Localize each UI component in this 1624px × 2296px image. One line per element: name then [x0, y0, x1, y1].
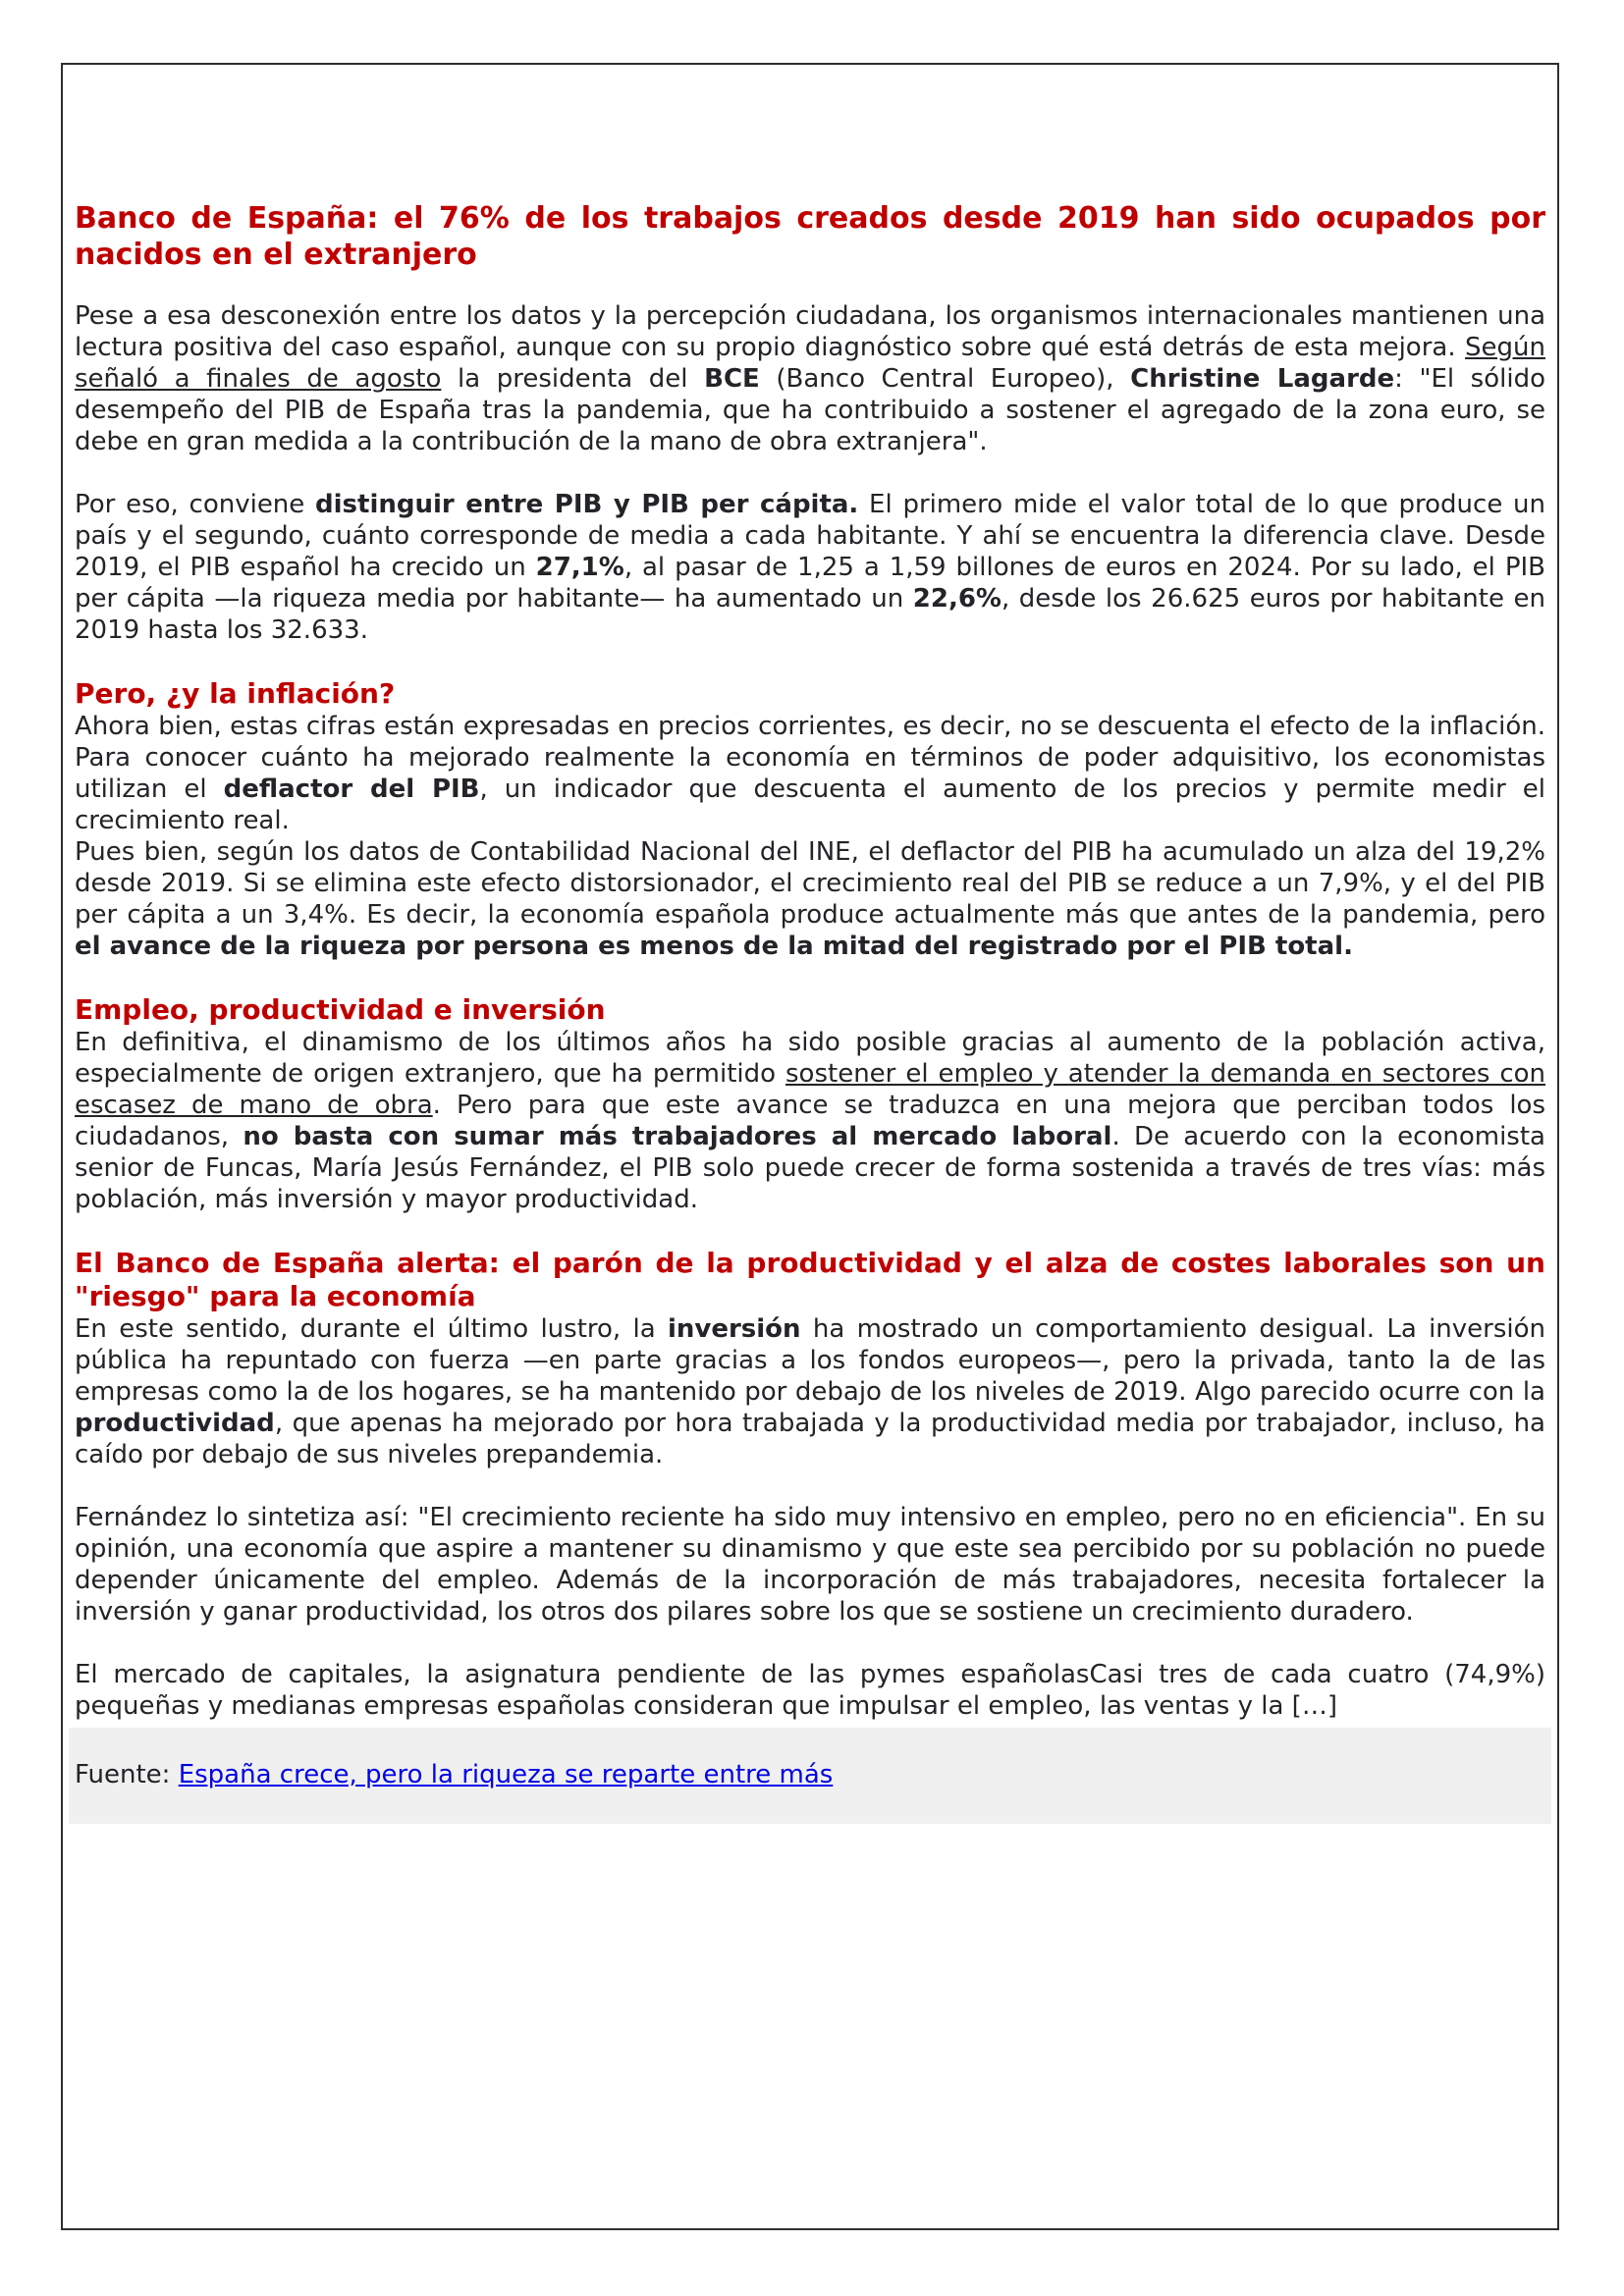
section-heading-empleo: Empleo, productividad e inversión: [75, 993, 606, 1026]
source-label: Fuente:: [75, 1760, 179, 1789]
bold-text-no-basta: no basta con sumar más trabajadores al mercado laboral: [243, 1122, 1112, 1151]
bold-text-226: 22,6%: [912, 584, 1001, 614]
body-text: ha mostrado un comportamiento desigual. La inversión pública ha repuntado con fuerza —en parte gracias a los fondos europeos—, pero la privada, tanto la de las empresas como la de los hogares, se ha mantenido por debajo de los niveles de 2019. Algo parecido ocurre con la: [75, 1314, 1546, 1407]
body-text: Por eso, conviene: [75, 490, 316, 519]
body-text: : "El sólido desempeño del PIB de España tras la pandemia, que ha contribuido a sostener el agregado de la zona euro, se debe en gran medida a la contribución de la mano de obra extranjera".: [75, 364, 1545, 456]
bold-text-271: 27,1%: [535, 553, 624, 582]
bold-text-avance-riqueza: el avance de la riqueza por persona es menos de la mitad del registrado por el PIB total.: [75, 932, 1353, 961]
body-text: , un indicador que descuenta el aumento de los precios y permite medir el crecimiento real.: [75, 774, 1545, 835]
body-text: Ahora bien, estas cifras están expresadas en precios corrientes, es decir, no se descuenta el efecto de la inflación. Para conocer cuánto ha mejorado realmente la economía en términos de poder adquisitivo, los economistas utilizan el: [75, 712, 1545, 804]
article-body: [63, 65, 1557, 1824]
paragraph-pues: [75, 836, 1545, 962]
paragraph-ahora: [75, 711, 1545, 836]
bold-text-deflactor: deflactor del PIB: [223, 774, 480, 804]
paragraph-fernandez: Fernández lo sintetiza así: "El crecimiento reciente ha sido muy intensivo en empleo, pero no en eficiencia". En su opinión, una economía que aspire a mantener su dinamismo y que este sea percibido por su población no puede depender únicamente del empleo. Además de la incorporación de más trabajadores, necesita fortalecer la inversión y ganar productividad, los otros dos pilares sobre los que se sostiene un crecimiento duradero.: [75, 1503, 1545, 1627]
body-text: (Banco Central Europeo),: [759, 364, 1131, 394]
bold-text-distinguir: distinguir entre PIB y PIB per cápita.: [315, 490, 859, 519]
paragraph-pese: [75, 300, 1545, 457]
body-text: Pues bien, según los datos de Contabilidad Nacional del INE, el deflactor del PIB ha acumulado un alza del 19,2% desde 2019. Si se elimina este efecto distorsionador, el crecimiento real del PIB se reduce a un 7,9%, y el del PIB per cápita a un 3,4%. Es decir, la economía española produce actualmente más que antes de la pandemia, pero: [75, 837, 1545, 930]
paragraph-pib: [75, 489, 1545, 646]
body-text: la presidenta del: [441, 364, 705, 394]
body-text: Pese a esa desconexión entre los datos y la percepción ciudadana, los organismos internacionales mantienen una lectura positiva del caso español, aunque con su propio diagnóstico sobre qué está detrás de esta mejora.: [75, 301, 1545, 362]
source-highlight-box: [69, 1728, 1551, 1824]
bold-text-productividad: productividad: [75, 1409, 275, 1438]
article-headline: Banco de España: el 76% de los trabajos creados desde 2019 han sido ocupados por nacidos en el extranjero: [75, 201, 1545, 272]
bold-text-inversion: inversión: [667, 1314, 801, 1344]
section-heading-alerta: El Banco de España alerta: el parón de la productividad y el alza de costes laborales son un "riesgo" para la economía: [75, 1247, 1545, 1312]
body-text: , desde los 26.625 euros por habitante en 2019 hasta los 32.633.: [75, 584, 1545, 645]
link-sostener-empleo[interactable]: sostener el empleo y atender la demanda en sectores con escasez de mano de obra: [75, 1059, 1546, 1120]
bold-text-lagarde: Christine Lagarde: [1130, 364, 1395, 394]
document-page-frame: [61, 63, 1559, 2230]
body-text: El primero mide el valor total de lo que produce un país y el segundo, cuánto corresponde de media a cada habitante. Y ahí se encuentra la diferencia clave. Desde 2019, el PIB español ha crecido un: [75, 490, 1546, 582]
bold-text-bce: BCE: [704, 364, 760, 394]
body-text: , al pasar de 1,25 a 1,59 billones de euros en 2024. Por su lado, el PIB per cápita —la riqueza media por habitante— ha aumentado un: [75, 553, 1546, 614]
body-text: , que apenas ha mejorado por hora trabajada y la productividad media por trabajador, incluso, ha caído por debajo de sus niveles prepandemia.: [75, 1409, 1545, 1469]
section-heading-inflacion: Pero, ¿y la inflación?: [75, 677, 396, 710]
paragraph-sentido: [75, 1313, 1545, 1470]
body-text: En este sentido, durante el último lustro, la: [75, 1314, 668, 1344]
body-text: . Pero para que este avance se traduzca en una mejora que perciban todos los ciudadanos,: [75, 1091, 1545, 1151]
body-text: . De acuerdo con la economista senior de Funcas, María Jesús Fernández, el PIB solo puede crecer de forma sostenida a través de tres vías: más población, más inversión y mayor productividad.: [75, 1122, 1545, 1214]
source-link[interactable]: España crece, pero la riqueza se reparte entre más: [178, 1760, 834, 1789]
paragraph-definitiva: [75, 1027, 1545, 1215]
paragraph-mercado-capitales: El mercado de capitales, la asignatura pendiente de las pymes españolasCasi tres de cada cuatro (74,9%) pequeñas y medianas empresas españolas consideran que impulsar el empleo, las ventas y la […]: [75, 1660, 1545, 1721]
link-segun-senalo-agosto[interactable]: Según señaló a finales de agosto: [75, 333, 1545, 394]
body-text: En definitiva, el dinamismo de los últimos años ha sido posible gracias al aumento de la población activa, especialmente de origen extranjero, que ha permitido: [75, 1028, 1545, 1089]
